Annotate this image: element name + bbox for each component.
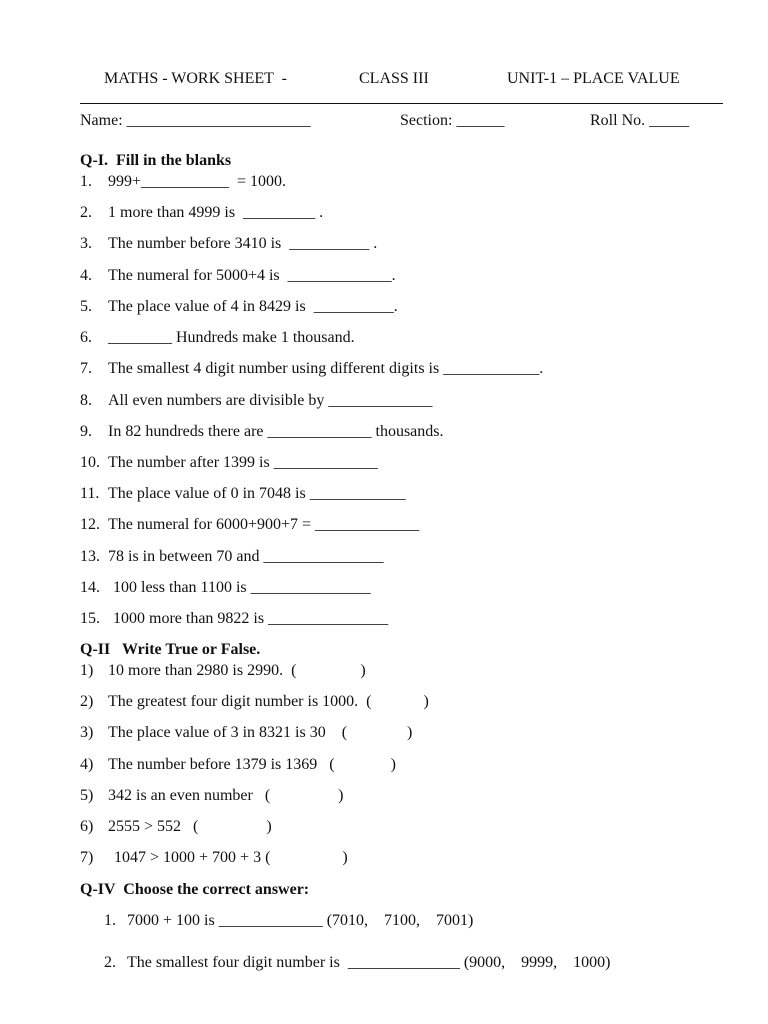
worksheet-subject: MATHS - WORK SHEET - xyxy=(104,70,287,87)
item-number: 6. xyxy=(80,329,92,346)
item-text: The numeral for 5000+4 is _____________. xyxy=(108,267,396,284)
item-text: 2555 > 552 ( ) xyxy=(108,818,272,835)
item-number: 4. xyxy=(80,267,92,284)
q1-title: Q-I. Fill in the blanks xyxy=(80,152,232,169)
item-text: The place value of 0 in 7048 is ____________ xyxy=(108,485,406,502)
item-text: 1 more than 4999 is _________ . xyxy=(108,204,324,221)
item-text: 7000 + 100 is _____________ (7010, 7100, 7001) xyxy=(127,912,474,929)
item-text: 1000 more than 9822 is _______________ xyxy=(113,610,389,627)
item-number: 2) xyxy=(80,693,94,710)
worksheet-class: CLASS III xyxy=(359,70,429,87)
item-number: 1) xyxy=(80,662,94,679)
item-text: The greatest four digit number is 1000. ( ) xyxy=(108,693,429,710)
item-number: 5) xyxy=(80,787,94,804)
item-text: 10 more than 2980 is 2990. ( ) xyxy=(108,662,366,679)
item-number: 1. xyxy=(80,173,92,190)
item-number: 10. xyxy=(80,454,100,471)
item-number: 7. xyxy=(80,360,92,377)
header-divider xyxy=(80,103,723,104)
item-number: 11. xyxy=(80,485,100,502)
item-number: 7) xyxy=(80,849,94,866)
roll-number-field: Roll No. _____ xyxy=(590,112,690,129)
item-number: 8. xyxy=(80,392,92,409)
item-number: 2. xyxy=(80,204,92,221)
item-text: The number before 3410 is __________ . xyxy=(108,235,378,252)
item-number: 13. xyxy=(80,548,100,565)
item-number: 3. xyxy=(80,235,92,252)
item-number: 6) xyxy=(80,818,94,835)
item-text: 999+___________ = 1000. xyxy=(108,173,287,190)
item-text: The number before 1379 is 1369 ( ) xyxy=(108,756,396,773)
q2-title: Q-II Write True or False. xyxy=(80,641,261,658)
q4-title: Q-IV Choose the correct answer: xyxy=(80,881,310,898)
item-number: 2. xyxy=(104,954,116,971)
item-number: 9. xyxy=(80,423,92,440)
item-text: All even numbers are divisible by _____________ xyxy=(108,392,433,409)
item-text: The smallest four digit number is ______________ (9000, 9999, 1000) xyxy=(127,954,611,971)
item-text: The number after 1399 is _____________ xyxy=(108,454,378,471)
section-field: Section: ______ xyxy=(400,112,505,129)
item-text: The place value of 4 in 8429 is __________. xyxy=(108,298,398,315)
item-number: 1. xyxy=(104,912,116,929)
item-text: 1047 > 1000 + 700 + 3 ( ) xyxy=(110,849,348,866)
item-number: 5. xyxy=(80,298,92,315)
item-number: 3) xyxy=(80,724,94,741)
item-text: 100 less than 1100 is _______________ xyxy=(113,579,371,596)
item-text: The numeral for 6000+900+7 = _____________ xyxy=(108,516,420,533)
item-text: In 82 hundreds there are _____________ thousands. xyxy=(108,423,444,440)
worksheet-unit: UNIT-1 – PLACE VALUE xyxy=(507,70,680,87)
item-number: 15. xyxy=(80,610,100,627)
item-text: 342 is an even number ( ) xyxy=(108,787,344,804)
item-number: 12. xyxy=(80,516,100,533)
item-number: 14. xyxy=(80,579,100,596)
item-number: 4) xyxy=(80,756,94,773)
item-text: ________ Hundreds make 1 thousand. xyxy=(108,329,355,346)
name-field: Name: _______________________ xyxy=(80,112,311,129)
item-text: 78 is in between 70 and _______________ xyxy=(108,548,384,565)
item-text: The smallest 4 digit number using different digits is ____________. xyxy=(108,360,544,377)
item-text: The place value of 3 in 8321 is 30 ( ) xyxy=(108,724,413,741)
